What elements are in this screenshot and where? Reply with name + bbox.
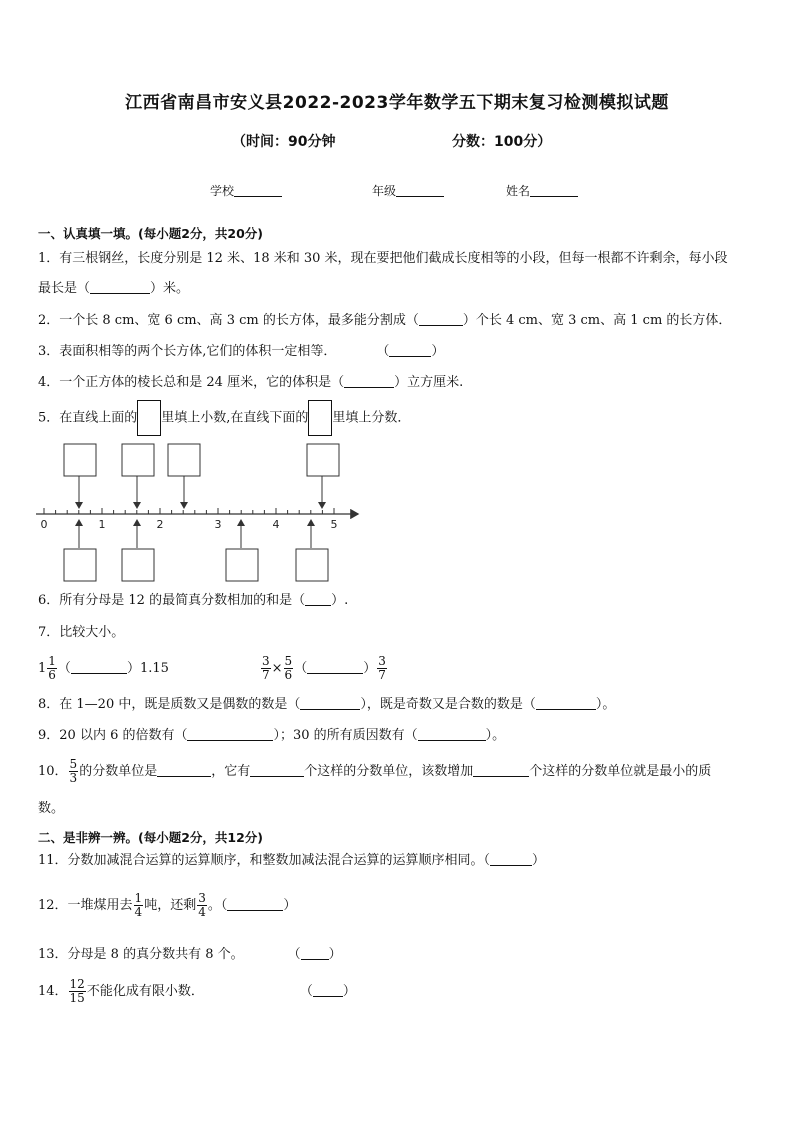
number-line-label: 2: [156, 518, 164, 531]
name-field: 姓名: [506, 182, 578, 199]
answer-box-top-1[interactable]: [64, 444, 96, 476]
question-5: 5．在直线上面的 里填上小数,在直线下面的 里填上分数．: [38, 400, 410, 437]
answer-box-bottom-4[interactable]: [296, 549, 328, 581]
question-7-item-2: $\frac{3}{7}$ × $\frac{5}{6}$ （ ） $\frac{3}{7}$: [262, 654, 386, 682]
section-1-heading: 一、认真填一填。(每小题2分，共20分): [38, 226, 264, 241]
answer-box-bottom-3[interactable]: [226, 549, 258, 581]
number-line-label: 1: [98, 518, 106, 531]
number-line-labels: [41, 518, 338, 531]
question-10-line2: 数。: [38, 801, 65, 816]
number-line-diagram: [30, 438, 370, 588]
question-6: 6．所有分母是 12 的最简真分数相加的和是（ ）.: [38, 593, 349, 608]
school-field: 学校: [210, 182, 282, 199]
question-3: 3．表面积相等的两个长方体,它们的体积一定相等． （ ）: [38, 344, 445, 359]
answer-box-icon: [308, 400, 332, 436]
number-line-label: 0: [40, 518, 48, 531]
exam-score: 分数：100分）: [452, 134, 552, 150]
number-line-label: 5: [330, 518, 338, 531]
answer-box-bottom-2[interactable]: [122, 549, 154, 581]
answer-box-top-3[interactable]: [168, 444, 200, 476]
answer-box-top-2[interactable]: [122, 444, 154, 476]
grade-field: 年级: [372, 182, 444, 199]
number-line-ticks: [44, 508, 334, 514]
question-13: 13．分母是 8 的真分数共有 8 个。 （ ）: [38, 947, 342, 962]
question-11: 11．分数加减混合运算的运算顺序，和整数加减法混合运算的运算顺序相同。（ ）: [38, 853, 546, 868]
number-line-label: 3: [214, 518, 222, 531]
question-12: 12．一堆煤用去 $\frac{1}{4}$ 吨，还剩 $\frac{3}{4}$ 。（ ）: [38, 891, 297, 919]
question-2: 2．一个长 8 cm、宽 6 cm、高 3 cm 的长方体，最多能分割成（ ）个长 4 cm、宽 3 cm、高 1 cm 的长方体．: [38, 313, 732, 328]
question-1-line1: 1．有三根钢丝，长度分别是 12 米、18 米和 30 米，现在要把他们截成长度相等的小段，但每一根都不许剩余，每小段: [38, 251, 728, 266]
exam-time: （时间：90分钟: [232, 134, 336, 150]
answer-box-top-4[interactable]: [307, 444, 339, 476]
question-4: 4．一个正方体的棱长总和是 24 厘米，它的体积是（ ）立方厘米.: [38, 375, 464, 390]
answer-box-bottom-1[interactable]: [64, 549, 96, 581]
number-line-label: 4: [272, 518, 280, 531]
question-7: 7．比较大小。: [38, 625, 125, 640]
question-7-item-1: 1 $\frac{1}{6}$ （ ）1.15: [38, 654, 169, 682]
section-2-heading: 二、是非辨一辨。(每小题2分，共12分): [38, 830, 264, 845]
question-9: 9．20 以内 6 的倍数有（ ）；30 的所有质因数有（ ）。: [38, 728, 506, 743]
question-14: 14． $\frac{12}{15}$ 不能化成有限小数． （ ）: [38, 977, 356, 1005]
question-1-line2: 最长是（ ）米。: [38, 281, 190, 296]
question-10: 10． $\frac{5}{3}$ 的分数单位是 ，它有 个这样的分数单位，该数增加 个这样的分数单位就是最小的质: [38, 757, 712, 785]
question-8: 8．在 1—20 中，既是质数又是偶数的数是（ ），既是奇数又是合数的数是（ ）。: [38, 697, 616, 712]
page-title: 江西省南昌市安义县2022-2023学年数学五下期末复习检测模拟试题: [125, 93, 669, 113]
answer-box-icon: [137, 400, 161, 436]
